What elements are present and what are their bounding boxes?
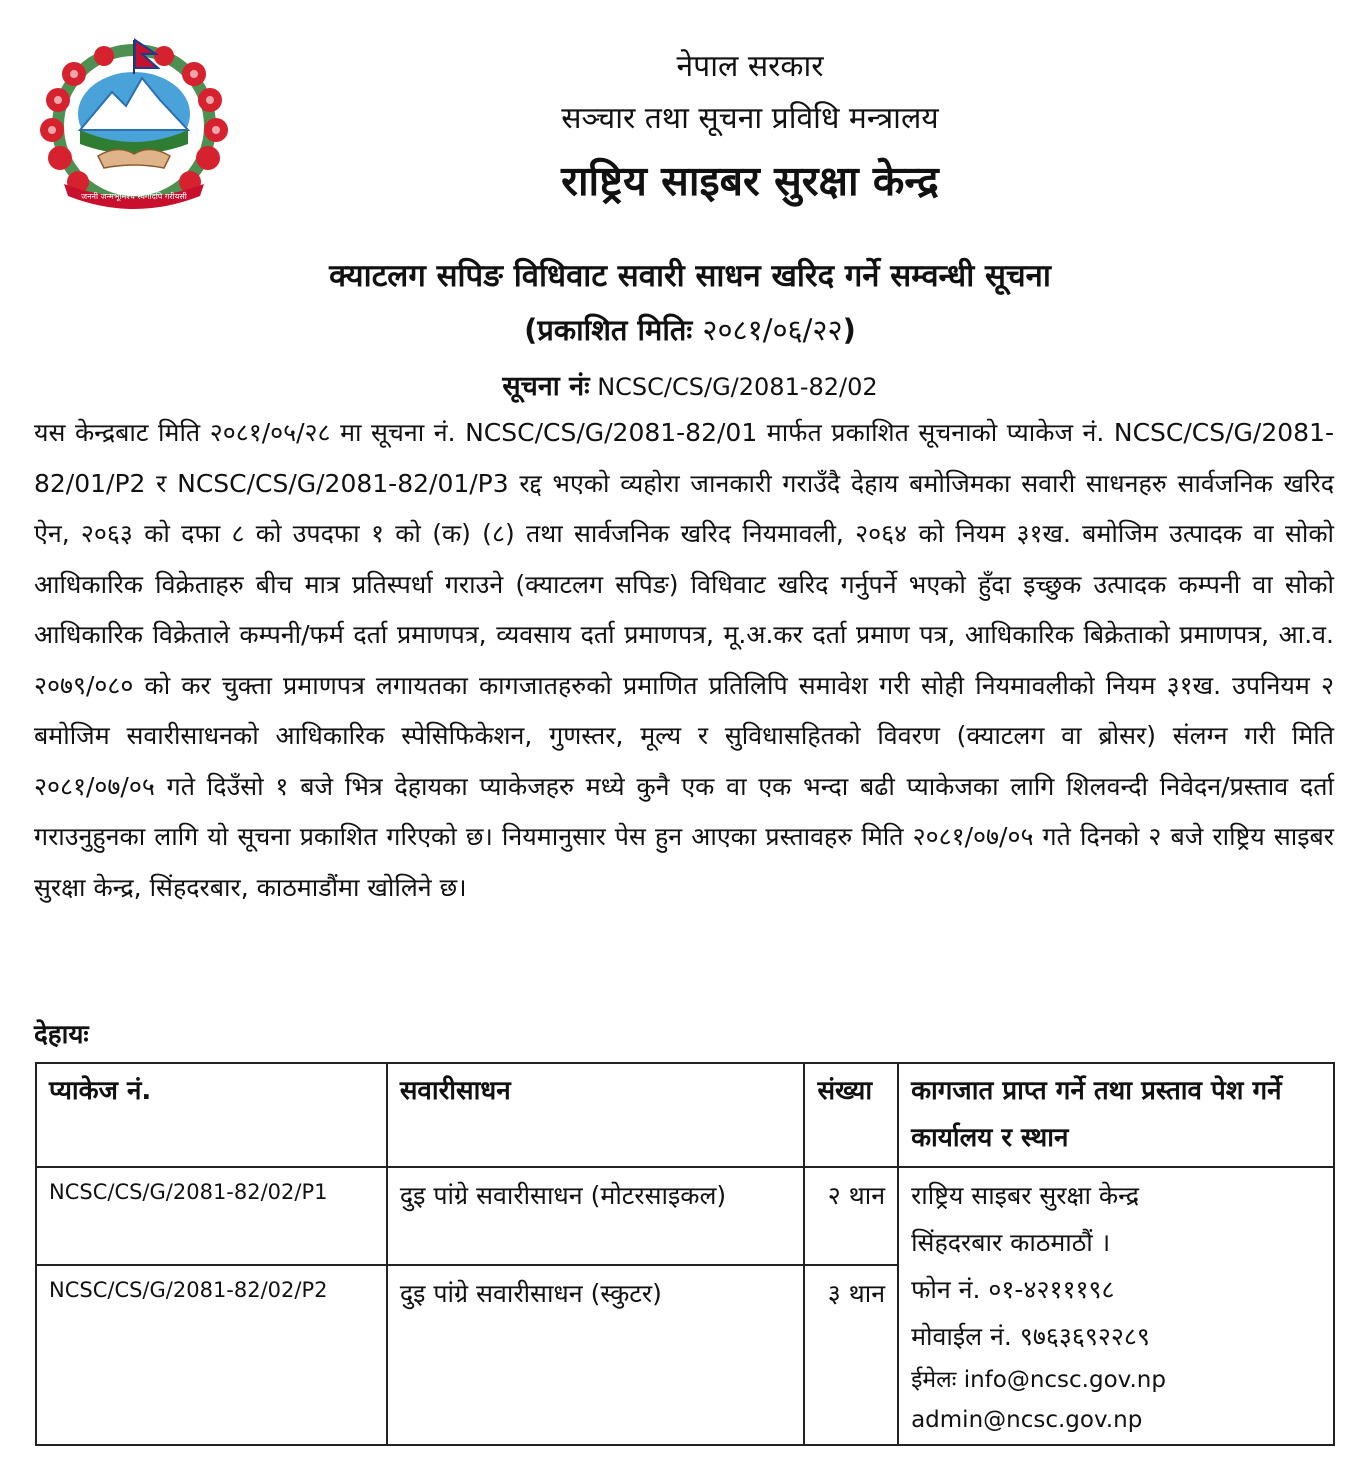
notice-body: यस केन्द्रबाट मिति २०८१/०५/२८ मा सूचना नं. NCSC/CS/G/2081-82/01 मार्फत प्रकाशित सूचनाको प्याकेज नं. NCSC/CS/G/2081-82/01/P2 र NCSC/CS/G/2081-82/01/P3 रद्द भएको व्यहोरा जानकारी गराउँदै देहाय बमोजिमका सवारी साधनहरु सार्वजनिक खरिद ऐन, २०६३ को दफा ८ को उपदफा १ को (क) (८) तथा सार्वजनिक खरिद नियमावली, २०६४ को नियम ३१ख. बमोजिम उत्पादक वा सोको आधिकारिक विक्रेताहरु बीच मात्र प्रतिस्पर्धा गराउने (क्याटलग सपिङ) विधिवाट खरिद गर्नुपर्ने भएको हुँदा इच्छुक उत्पादक कम्पनी वा सोको आधिकारिक विक्रेताले कम्पनी/फर्म दर्ता प्रमाणपत्र, व्यवसाय दर्ता प्रमाणपत्र, मू.अ.कर दर्ता प्रमाण पत्र, आधिकारिक बिक्रेताको प्रमाणपत्र, आ.व. २०७९/०८० को कर चुक्ता प्रमाणपत्र लगायतका कागजातहरुको प्रमाणित प्रतिलिपि समावेश गरी सोही नियमावलीको नियम ३१ख. उपनियम २ बमोजिम सवारीसाधनको आधिकारिक स्पेसिफिकेशन, गुणस्तर, मूल्य र सुविधासहितको विवरण (क्याटलग वा ब्रोसर) संलग्न गरी मिति २०८१/०७/०५ गते दिउँसो १ बजे भित्र देहायका प्याकेजहरु मध्ये कुनै एक वा एक भन्दा बढी प्याकेजका लागि शिलवन्दी निवेदन/प्रस्ताव दर्ता गराउनुहुनका लागि यो सूचना प्रकाशित गरिएको छ। नियमानुसार पेस हुन आएका प्रस्तावहरु मिति २०८१/०७/०५ गते दिनको २ बजे राष्ट्रिय साइबर सुरक्षा केन्द्र, सिंहदरबार, काठमाडौंमा खोलिने छ। (34, 418, 1334, 902)
notice-number-label: सूचना नंः (502, 371, 590, 402)
pub-close: ) (842, 313, 856, 347)
vehicle-type: दुइ पांग्रे सवारीसाधन (स्कुटर) (387, 1265, 805, 1445)
package-number: NCSC/CS/G/2081-82/02/P2 (36, 1265, 387, 1445)
office-details (898, 1167, 1334, 1445)
office-phone: फोन नं. ०१-४२१११९८ (911, 1275, 1115, 1304)
office-address: सिंहदरबार काठमाठौं । (911, 1228, 1111, 1257)
package-table (35, 1062, 1335, 1446)
office-mobile: मोवाईल नं. ९७६३६९२२८९ (911, 1322, 1150, 1351)
pub-date-value: २०८१/०६/२२ (702, 313, 843, 347)
vehicle-type: दुइ पांग्रे सवारीसाधन (मोटरसाइकल) (387, 1167, 805, 1265)
header-vehicle: सवारीसाधन (387, 1063, 805, 1167)
package-number: NCSC/CS/G/2081-82/02/P1 (36, 1167, 387, 1265)
schedule-label: देहायः (34, 1020, 89, 1050)
emblem-motto: जननी जन्मभूमिश्च स्वर्गादपि गरीयसी (81, 192, 187, 201)
vehicle-quantity: ३ थान (804, 1265, 898, 1445)
center-name: राष्ट्रिय साइबर सुरक्षा केन्द्र (561, 157, 939, 205)
email-admin[interactable]: admin@ncsc.gov.np (911, 1407, 1143, 1433)
notice-title: क्याटलग सपिङ विधिवाट सवारी साधन खरिद गर्ने सम्वन्धी सूचना (329, 258, 1051, 294)
email-label: ईमेलः (911, 1367, 957, 1393)
header-quantity: संख्या (804, 1063, 898, 1167)
header-office: कागजात प्राप्त गर्ने तथा प्रस्ताव पेश गर्ने कार्यालय र स्थान (898, 1063, 1334, 1167)
pub-open: (प्रकाशित मितिः (524, 313, 703, 347)
header-package: प्याकेज नं. (36, 1063, 387, 1167)
notice-number-line (300, 366, 1080, 403)
publication-date (300, 310, 1080, 349)
government-name: नेपाल सरकार (676, 49, 824, 84)
office-name: राष्ट्रिय साइबर सुरक्षा केन्द्र (911, 1181, 1140, 1210)
nepal-emblem-icon (34, 34, 234, 212)
ministry-name: सञ्चार तथा सूचना प्रविधि मन्त्रालय (561, 101, 939, 136)
notice-number-value: NCSC/CS/G/2081-82/02 (597, 373, 878, 401)
office-email-line (911, 1360, 1321, 1400)
table-header-row (36, 1063, 1334, 1167)
table-row (36, 1167, 1334, 1265)
vehicle-quantity: २ थान (804, 1167, 898, 1265)
email-info[interactable]: info@ncsc.gov.np (963, 1367, 1166, 1393)
